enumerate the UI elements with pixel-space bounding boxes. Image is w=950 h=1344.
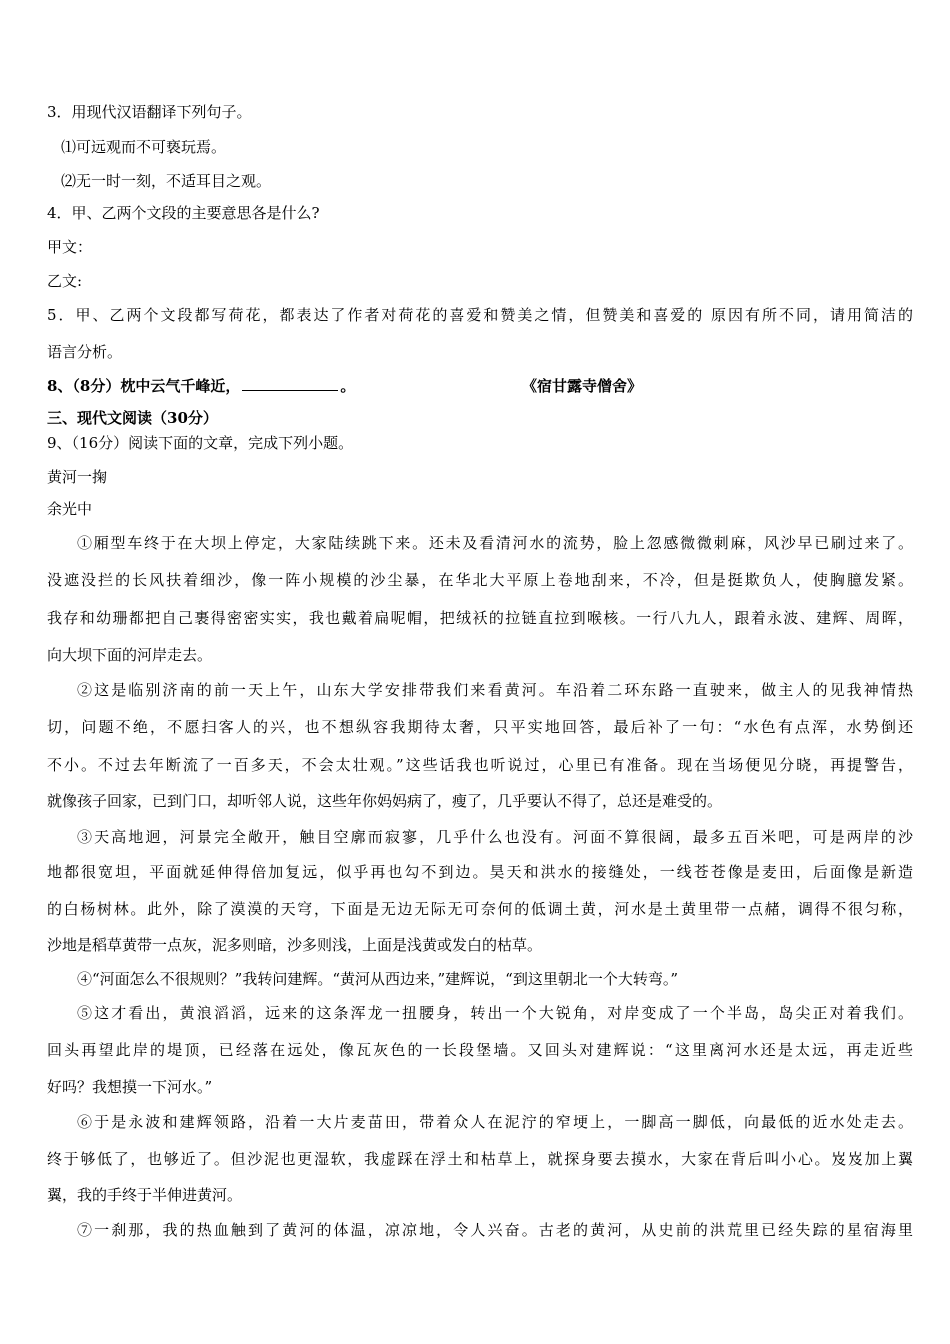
q9-title: 9、（16分）阅读下面的文章，完成下列小题。	[47, 434, 354, 452]
article-line: 不小。不过去年断流了一百多天，不会太壮观。”这些话我也听说过，心里已有准备。现在当场便见分晓，再提警告，	[47, 756, 913, 774]
q8-suffix: 。	[340, 377, 356, 395]
q4-answer-a: 甲文：	[47, 238, 93, 256]
article-line: ⑦一刹那，我的热血触到了黄河的体温，凉凉地，令人兴奋。古老的黄河，从史前的洪荒里已经失踪的星宿海里	[77, 1221, 913, 1239]
article-line: ⑥于是永波和建辉领路，沿着一大片麦苗田，带着众人在泥泞的窄埂上，一脚高一脚低，向最低的近水处走去。	[77, 1113, 913, 1131]
q8-prefix: 8、（8分）枕中云气千峰近，	[47, 377, 241, 395]
article-line: 的白杨树林。此外，除了漠漠的天穹，下面是无边无际无可奈何的低调土黄，河水是土黄里带一点赭，调得不很匀称，	[47, 900, 913, 918]
article-line: ③天高地迥，河景完全敞开，触目空廓而寂寥，几乎什么也没有。河面不算很阔，最多五百米吧，可是两岸的沙	[77, 828, 913, 846]
article-author: 余光中	[47, 500, 93, 518]
article-line: ①厢型车终于在大坝上停定，大家陆续跳下来。还未及看清河水的流势，脸上忽感微微刺麻，风沙早已刷过来了。	[77, 534, 913, 552]
article-title: 黄河一掬	[47, 468, 108, 486]
article-line: 没遮没拦的长风扶着细沙，像一阵小规模的沙尘暴，在华北大平原上卷地刮来，不冷，但是挺欺负人，使胸臆发紧。	[47, 571, 913, 589]
article-line: 好吗？我想摸一下河水。”	[47, 1078, 213, 1096]
article-line: ⑤这才看出，黄浪滔滔，远来的这条浑龙一扭腰身，转出一个大锐角，对岸变成了一个半岛，岛尖正对着我们。	[77, 1004, 913, 1022]
article-line: 回头再望此岸的堤顶，已经落在远处，像瓦灰色的一长段堡墙。又回头对建辉说：“这里离河水还是太远，再走近些	[47, 1041, 913, 1059]
article-line: 向大坝下面的河岸走去。	[47, 646, 213, 664]
q3-title: 3．用现代汉语翻译下列句子。	[47, 103, 252, 121]
q5-line-2: 语言分析。	[47, 343, 123, 361]
q3-sentence-2: ⑵无一时一刻，不适耳目之观。	[61, 172, 272, 190]
article-line: 我存和幼珊都把自己裹得密密实实，我也戴着扁呢帽，把绒袄的拉链直拉到喉核。一行八九人，跟着永波、建辉、周晖，	[47, 609, 913, 627]
article-line: 就像孩子回家，已到门口，却听邻人说，这些年你妈妈病了，瘦了，几乎要认不得了，总还是难受的。	[47, 792, 723, 810]
article-line: 沙地是稻草黄带一点灰，泥多则暗，沙多则浅，上面是浅黄或发白的枯草。	[47, 936, 543, 954]
q5-line-1: 5．甲、乙两个文段都写荷花，都表达了作者对荷花的喜爱和赞美之情，但赞美和喜爱的 原因有所不同，请用简洁的	[47, 306, 913, 324]
q8-question	[47, 376, 355, 396]
answer-blank[interactable]	[242, 376, 338, 391]
article-line: ②这是临别济南的前一天上午，山东大学安排带我们来看黄河。车沿着二环东路一直驶来，做主人的见我神情热	[77, 681, 913, 699]
article-line: 切，问题不绝，不愿扫客人的兴，也不想纵容我期待太奢，只平实地回答，最后补了一句：“水色有点浑，水势倒还	[47, 718, 913, 736]
q4-title: 4．甲、乙两个文段的主要意思各是什么?	[47, 204, 320, 222]
article-line: 地都很宽坦，平面就延伸得倍加复远，似乎再也勾不到边。昊天和洪水的接缝处，一线苍苍像是麦田，后面像是新造	[47, 863, 913, 881]
article-line: ④“河面怎么不很规则？”我转问建辉。“黄河从西边来，”建辉说，“到这里朝北一个大转弯。”	[77, 970, 679, 988]
q8-source: 《宿甘露寺僧舍》	[522, 377, 643, 395]
section-3-title: 三、现代文阅读（30分）	[47, 409, 218, 427]
q3-sentence-1: ⑴可远观而不可亵玩焉。	[61, 138, 227, 156]
article-line: 终于够低了，也够近了。但沙泥也更湿软，我虚踩在浮土和枯草上，就探身要去摸水，大家在背后叫小心。岌岌加上翼	[47, 1150, 913, 1168]
article-line: 翼，我的手终于半伸进黄河。	[47, 1186, 243, 1204]
q4-answer-b: 乙文:	[47, 272, 83, 290]
